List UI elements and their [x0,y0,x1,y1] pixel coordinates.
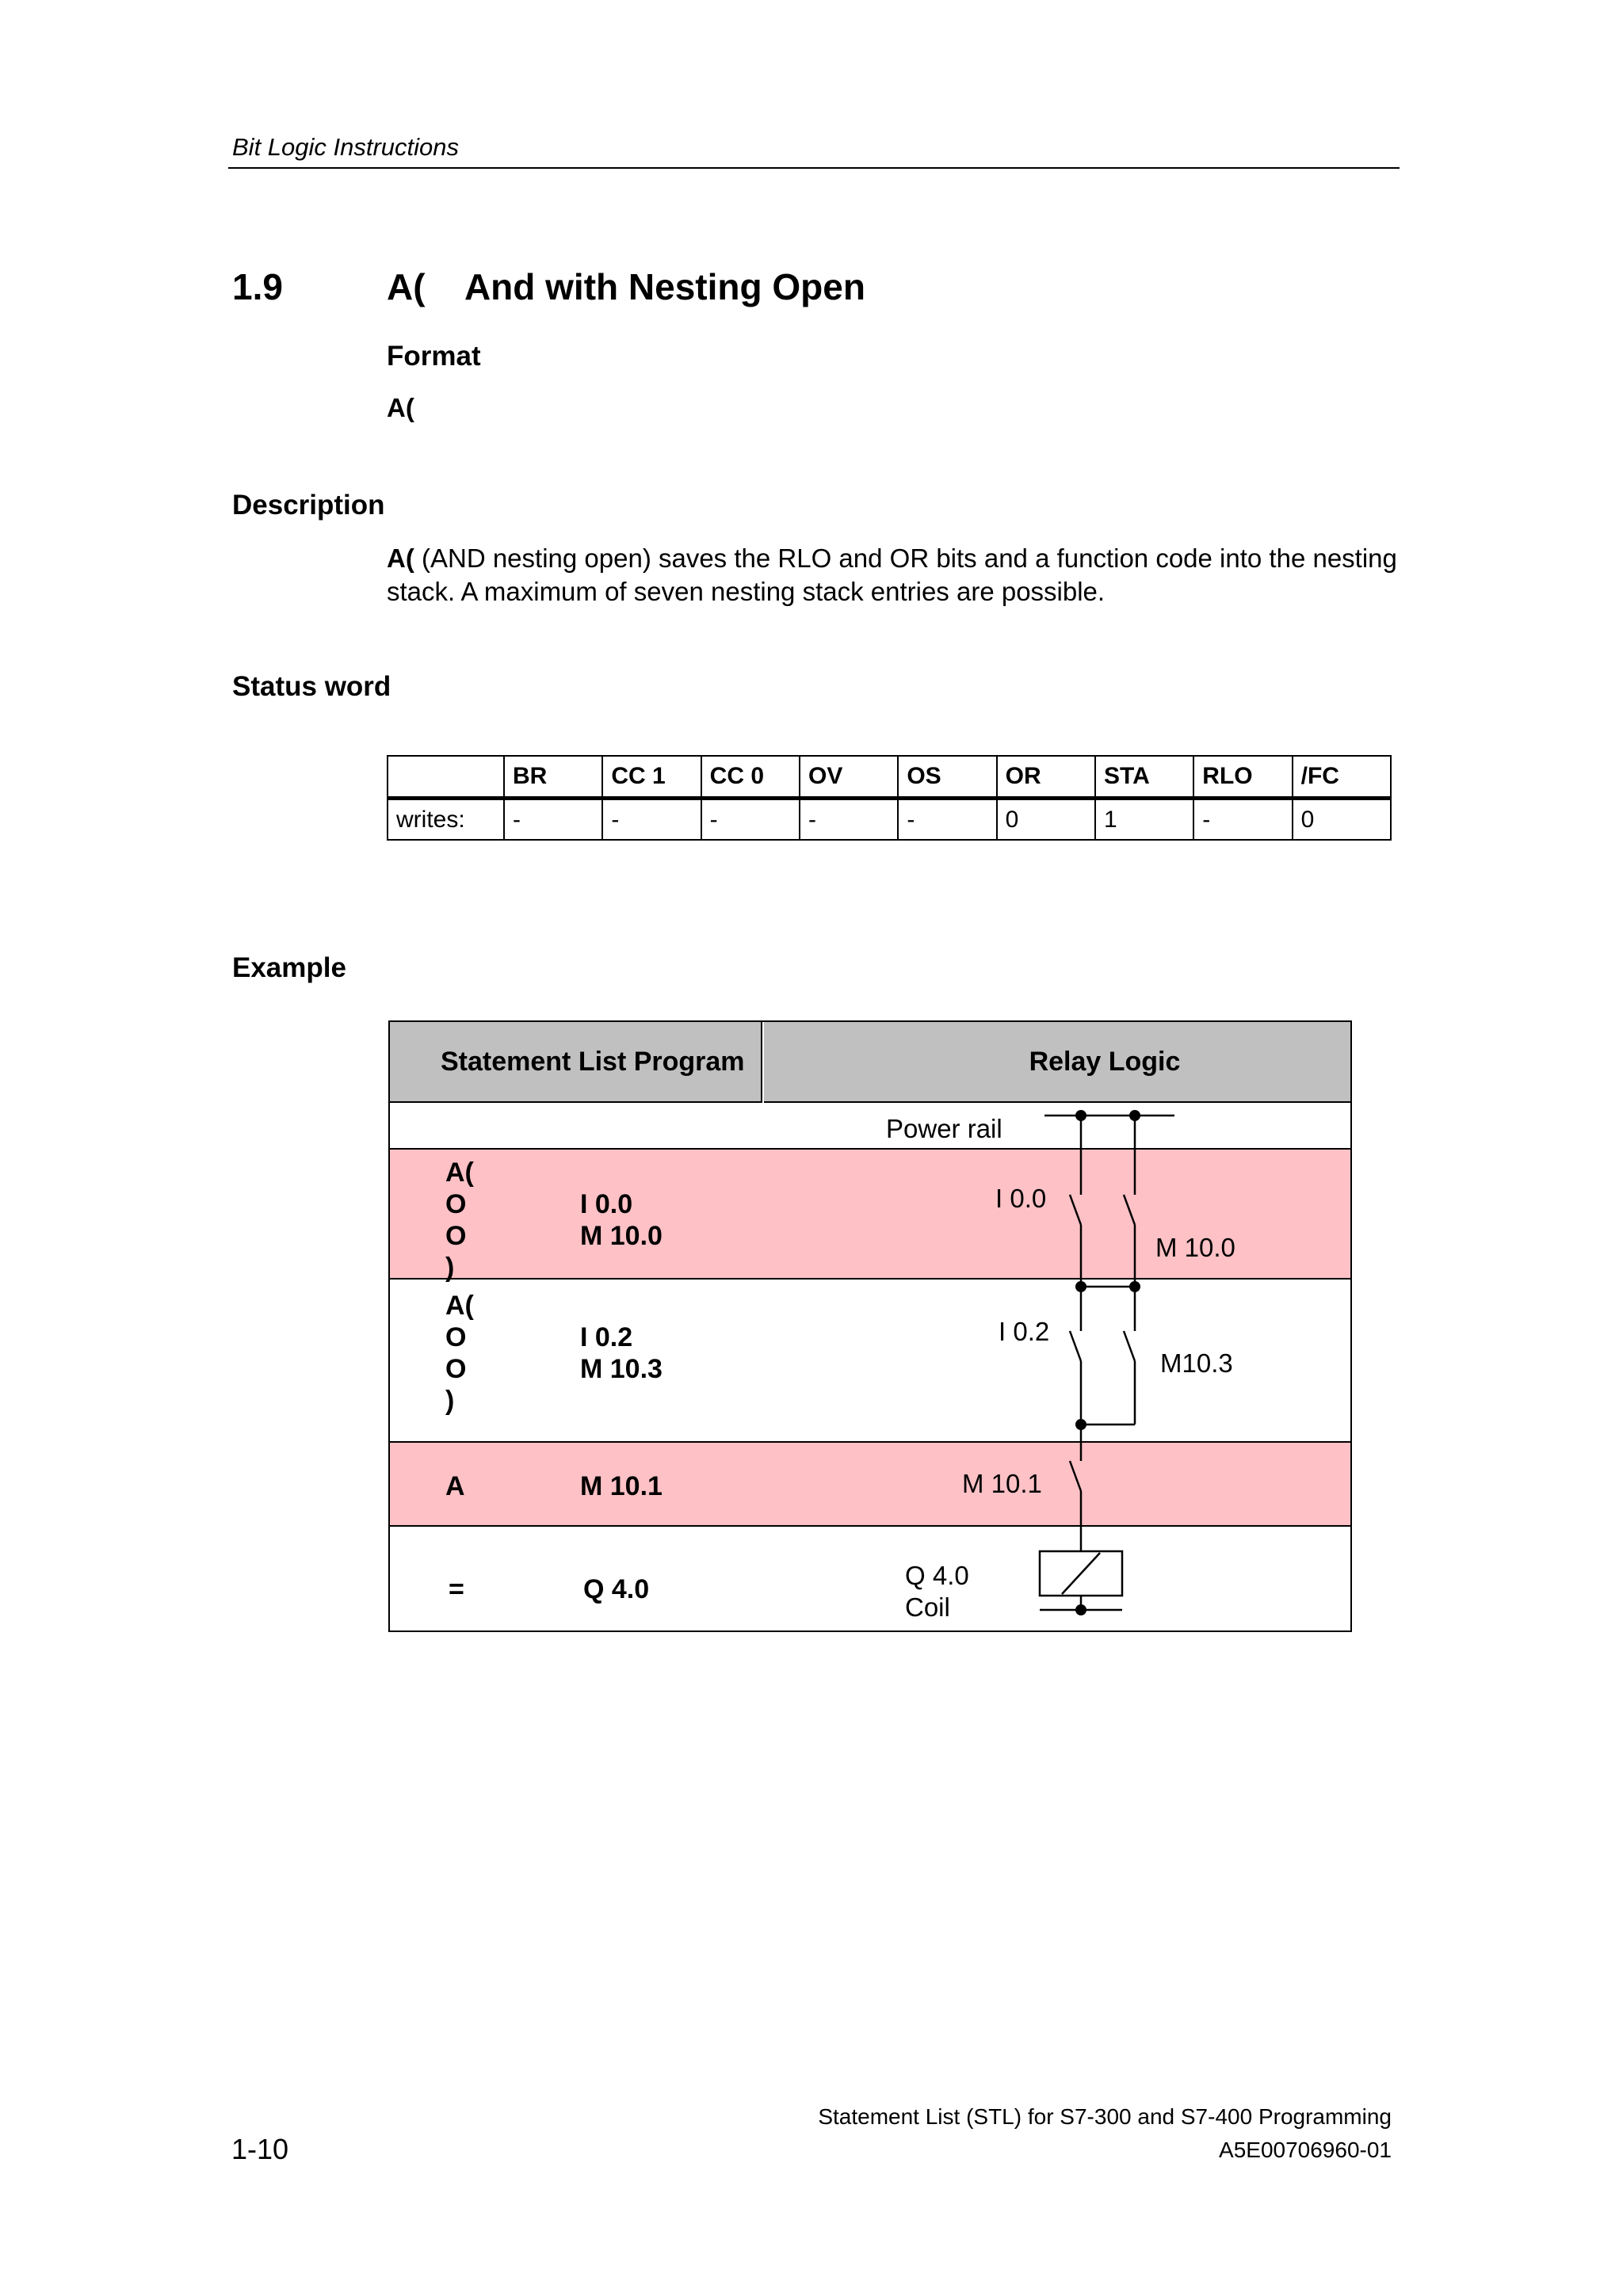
relay-column-header: Relay Logic [764,1022,1350,1103]
stl-operand: Q 4.0 [583,1574,650,1604]
description-heading: Description [232,490,385,521]
format-heading: Format [387,341,481,372]
status-cell: - [701,799,800,841]
status-cell: 0 [997,799,1095,841]
status-col-header [388,756,504,799]
stl-column-header: Statement List Program [390,1022,762,1103]
stl-op: ) [445,1253,455,1283]
stl-op: A( [445,1158,474,1188]
status-col-header: /FC [1293,756,1391,799]
status-cell: - [800,799,898,841]
relay-ladder-diagram [390,1022,1350,1630]
stl-operand: I 0.2 [580,1322,633,1352]
stl-op: ) [445,1386,455,1416]
status-cell: - [898,799,996,841]
status-word-table [387,755,1392,841]
relay-label-i00: I 0.0 [995,1184,1047,1213]
status-col-header: OV [800,756,898,799]
stl-op: O [445,1221,467,1251]
status-cell: - [1193,799,1292,841]
contact-m103-blade [1124,1331,1135,1361]
coil-q40-slash [1062,1553,1100,1594]
footer-doc-number: A5E00706960-01 [1219,2138,1392,2162]
stl-op: A [445,1471,465,1501]
relay-label-i02: I 0.2 [999,1317,1050,1346]
section-title: A( And with Nesting Open [387,266,865,307]
relay-label-coil: Coil [905,1592,950,1622]
example-heading: Example [232,952,346,983]
stl-op: A( [445,1291,474,1321]
status-cell: 0 [1293,799,1391,841]
description-text: (AND nesting open) saves the RLO and OR bits and a function code into the nesting stack. A maximum of seven nesting stack entries are possible. [387,543,1397,606]
junction-dot [1075,1110,1086,1121]
junction-dot [1129,1110,1140,1121]
stl-operand: I 0.0 [580,1189,633,1219]
status-col-header: CC 0 [701,756,800,799]
status-cell: 1 [1095,799,1193,841]
contact-m101-blade [1070,1461,1081,1491]
junction-dot [1075,1281,1086,1292]
junction-dot [1075,1419,1086,1430]
stl-operand: M 10.0 [580,1221,663,1251]
status-header-row [388,756,1391,799]
footer-page-number: 1-10 [231,2133,289,2165]
status-col-header: OR [997,756,1095,799]
footer-manual-title: Statement List (STL) for S7-300 and S7-400 Programming [818,2104,1392,2129]
description-lead: A( [387,543,414,573]
junction-dot [1075,1604,1086,1615]
status-col-header: CC 1 [602,756,701,799]
stl-op: = [449,1574,464,1604]
description-paragraph [387,542,1409,608]
status-writes-row [388,799,1391,841]
status-col-header: STA [1095,756,1193,799]
relay-label-m100: M 10.0 [1155,1233,1235,1262]
power-rail-label: Power rail [886,1114,1002,1143]
running-header: Bit Logic Instructions [232,133,460,161]
status-col-header: RLO [1193,756,1292,799]
header-rule [228,167,1400,169]
stl-op: O [445,1354,467,1384]
format-mnemonic: A( [387,393,414,422]
status-col-header: BR [504,756,602,799]
status-cell: - [504,799,602,841]
status-cell: - [602,799,701,841]
status-word-heading: Status word [232,671,391,702]
status-cell: writes: [388,799,504,841]
relay-label-m103: M10.3 [1160,1348,1233,1378]
section-number: 1.9 [232,266,283,307]
contact-m100-blade [1124,1195,1135,1225]
status-col-header: OS [898,756,996,799]
contact-i00-blade [1070,1195,1081,1225]
relay-label-q40: Q 4.0 [905,1561,969,1590]
stl-op: O [445,1322,467,1352]
stl-operand: M 10.1 [580,1471,663,1501]
stl-operand: M 10.3 [580,1354,663,1384]
example-table [388,1020,1352,1632]
junction-dot [1129,1281,1140,1292]
stl-op: O [445,1189,467,1219]
contact-i02-blade [1070,1331,1081,1361]
relay-label-m101: M 10.1 [962,1469,1042,1498]
